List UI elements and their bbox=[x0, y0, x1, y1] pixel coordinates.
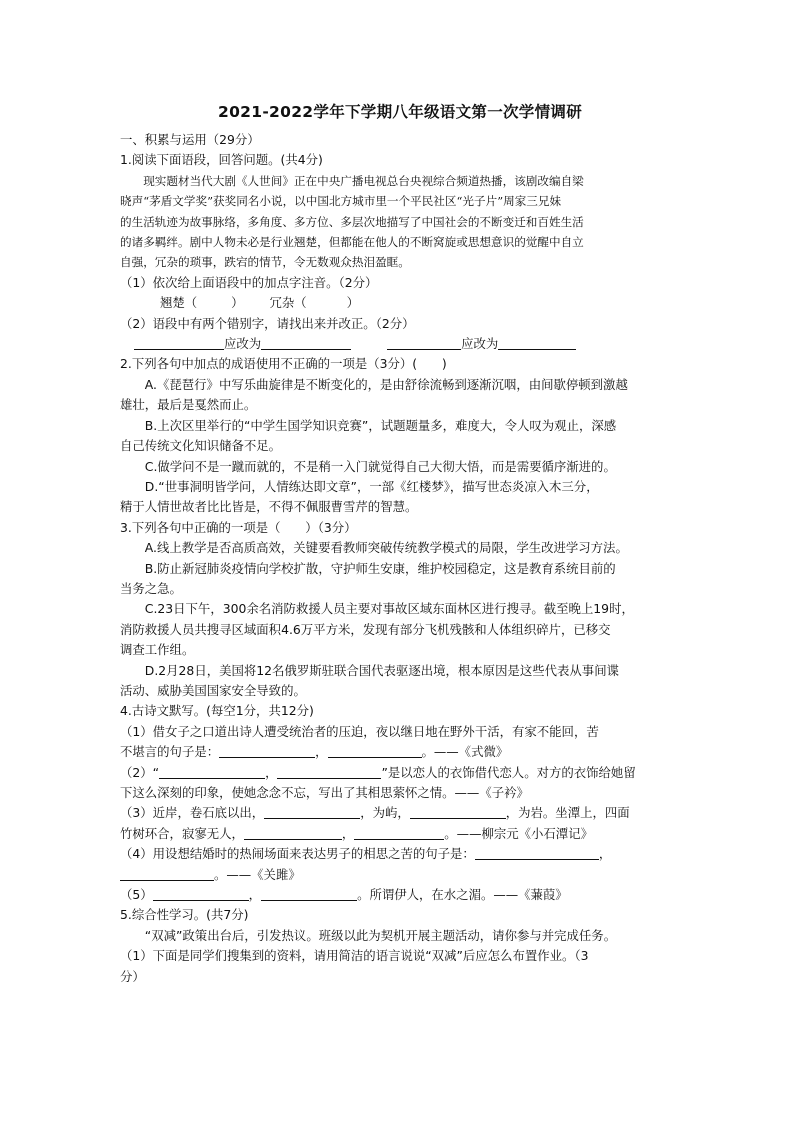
option-c-cont: 调查工作组。 bbox=[120, 642, 195, 658]
answer-blank[interactable] bbox=[410, 804, 506, 819]
poem-item-3: （3）近岸，卷石底以出， ，为屿， ，为岩。坐潭上，四面 bbox=[120, 805, 630, 821]
exam-title: 2021-2022学年下学期八年级语文第一次学情调研 bbox=[217, 103, 582, 121]
question-1-heading: 1.阅读下面语段，回答问题。(共4分) bbox=[120, 152, 323, 168]
answer-blank[interactable] bbox=[244, 825, 342, 840]
answer-blank[interactable] bbox=[264, 804, 360, 819]
correction-label: 应改为 bbox=[461, 336, 499, 352]
answer-blank[interactable] bbox=[328, 743, 422, 758]
passage-line: 现实题材当代大剧《人世间》正在中央广播电视总台央视综合频道热播，该剧改编自梁 bbox=[143, 173, 584, 188]
answer-blank[interactable] bbox=[159, 764, 265, 779]
poem-item-1: （1）借女子之口道出诗人遭受统治者的压迫，夜以继日地在野外干活，有家不能回，苦 bbox=[120, 723, 599, 739]
question-5-sub1: （1）下面是同学们搜集到的资料，请用简洁的语言说说“双减”后应怎么布置作业。（3 bbox=[120, 948, 589, 964]
poem-item-2-cont: 下这么深刻的印象，使她念念不忘，写出了其相思萦怀之情。——《子衿》 bbox=[120, 785, 529, 800]
answer-blank[interactable] bbox=[354, 825, 444, 840]
option-c-cont: 消防救援人员共搜寻区域面积4.6万平方米，发现有部分飞机残骸和人体组织碎片，已移交 bbox=[120, 621, 611, 637]
passage-line: 的诸多羁绊。剧中人物未必是行业翘楚，但都能在他人的不断窝旋或思想意识的觉醒中自立 bbox=[120, 235, 584, 250]
answer-blank[interactable] bbox=[261, 886, 357, 901]
poem-item-2: （2）“ ， ”是以恋人的衣饰借代恋人。对方的衣饰给她留 bbox=[120, 764, 636, 780]
option-a: A.《琵琶行》中写乐曲旋律是不断变化的，是由舒徐流畅到逐渐沉咽，由间歇停顿到激越 bbox=[144, 376, 628, 392]
option-d-cont: 精于人情世故者比比皆是，不得不佩服曹雪芹的智慧。 bbox=[120, 499, 418, 515]
exam-page bbox=[120, 100, 680, 987]
passage-line: 的生活轨迹为故事脉络，多角度、多方位、多层次地描写了中国社会的不断变迁和百姓生活 bbox=[120, 214, 584, 229]
section-heading: 一、积累与运用（29分） bbox=[120, 132, 260, 147]
answer-blank[interactable] bbox=[277, 764, 381, 779]
correction-row bbox=[120, 334, 680, 354]
option-d: D.2月28日，美国将12名俄罗斯驻联合国代表驱逐出境，根本原因是这些代表从事间谍 bbox=[144, 662, 619, 678]
question-3-heading: 3.下列各句中正确的一项是（ ）（3分） bbox=[120, 519, 357, 535]
correction-label: 应改为 bbox=[224, 336, 262, 352]
poem-item-3-cont: 竹树环合，寂寥无人， ， 。——柳宗元《小石潭记》 bbox=[120, 825, 593, 841]
question-5-sub1-cont: 分） bbox=[120, 968, 145, 984]
pinyin-row: 翘楚（ ） 冗杂（ ） bbox=[160, 295, 360, 311]
poem-item-4-cont: 。——《关雎》 bbox=[120, 865, 680, 885]
option-d: D.“世事洞明皆学问，人情练达即文章”，一部《红楼梦》，描写世态炎凉入木三分， bbox=[144, 478, 599, 494]
answer-blank[interactable] bbox=[387, 335, 461, 350]
poem-item-5: （5） ， 。所谓伊人，在水之湄。——《蒹葭》 bbox=[120, 887, 568, 903]
passage-line: 晓声“茅盾文学奖”获奖同名小说，以中国北方城市里一个平民社区“光子片”周家三兄妹 bbox=[120, 194, 562, 209]
answer-blank[interactable] bbox=[134, 335, 224, 350]
option-a-cont: 雄壮，最后是戛然而止。 bbox=[120, 397, 257, 413]
passage-line: 自强，冗杂的琐事，跌宕的情节，令无数观众热泪盈眶。 bbox=[120, 255, 410, 270]
question-1-sub1: （1）依次给上面语段中的加点字注音。（2分） bbox=[120, 274, 378, 290]
question-4-heading: 4.古诗文默写。(每空1分，共12分) bbox=[120, 703, 314, 719]
option-c: C.23日下午，300余名消防救援人员主要对事故区域东面林区进行搜寻。截至晚上19时， bbox=[144, 601, 634, 617]
poem-item-4: （4）用设想结婚时的热闹场面来表达男子的相思之苦的句子是： ， bbox=[120, 846, 612, 862]
answer-blank[interactable] bbox=[219, 743, 315, 758]
option-b-cont: 当务之急。 bbox=[120, 580, 182, 596]
answer-blank[interactable] bbox=[120, 866, 214, 881]
question-5-heading: 5.综合性学习。(共7分) bbox=[120, 907, 249, 923]
pinyin-item-1: 翘楚（ bbox=[160, 295, 198, 311]
option-a: A.线上教学是否高质高效，关键要看教师突破传统教学模式的局限，学生改进学习方法。 bbox=[144, 540, 628, 556]
question-5-intro: “双减”政策出台后，引发热议。班级以此为契机开展主题活动，请你参与并完成任务。 bbox=[144, 927, 617, 943]
answer-blank[interactable] bbox=[261, 335, 351, 350]
option-b-cont: 自己传统文化知识储备不足。 bbox=[120, 438, 282, 454]
option-c: C.做学问不是一蹴而就的，不是稍一入门就觉得自己大彻大悟，而是需要循序渐进的。 bbox=[144, 458, 616, 474]
option-b: B.上次区里举行的“中学生国学知识竞赛”，试题题量多，难度大，令人叹为观止，深感 bbox=[144, 417, 617, 433]
option-b: B.防止新冠肺炎疫情向学校扩散，守护师生安康，维护校园稳定，这是教育系统目前的 bbox=[144, 560, 616, 576]
question-2-heading: 2.下列各句中加点的成语使用不正确的一项是（3分）( ) bbox=[120, 356, 447, 372]
question-1-sub2: （2）语段中有两个错别字，请找出来并改正。（2分） bbox=[120, 315, 415, 331]
answer-blank[interactable] bbox=[475, 845, 599, 860]
pinyin-item-2: 冗杂（ bbox=[269, 295, 307, 311]
answer-blank[interactable] bbox=[498, 335, 576, 350]
option-d-cont: 活动、威胁美国国家安全导致的。 bbox=[120, 682, 306, 698]
poem-item-1-cont: 不堪言的句子是： ， 。——《式微》 bbox=[120, 744, 509, 760]
answer-blank[interactable] bbox=[153, 886, 249, 901]
